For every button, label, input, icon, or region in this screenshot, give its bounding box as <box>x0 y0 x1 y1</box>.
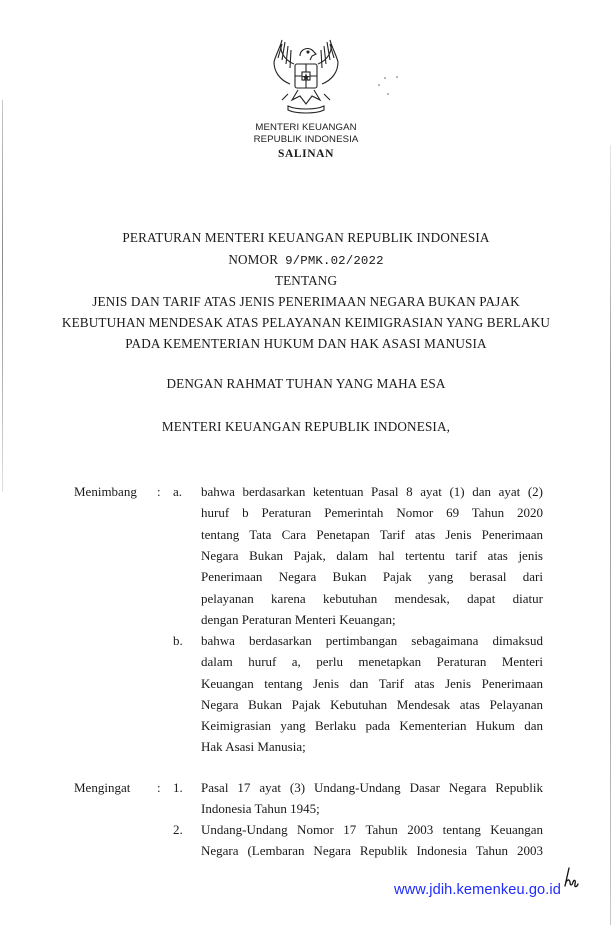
subject-line-3: PADA KEMENTERIAN HUKUM DAN HAK ASASI MANUSIA <box>125 336 487 351</box>
authority: MENTERI KEUANGAN REPUBLIK INDONESIA, <box>161 419 451 434</box>
mengingat-item-2-mark: 2. <box>173 822 183 837</box>
menimbang-b-line: Hak Asasi Manusia; <box>201 739 306 754</box>
copy-mark: SALINAN <box>278 148 334 160</box>
regulation-title: PERATURAN MENTERI KEUANGAN REPUBLIK INDONESIA <box>122 230 490 245</box>
mengingat-1-line: Pasal 17 ayat (3) Undang-Undang Dasar Negara Republik <box>201 780 543 795</box>
menimbang-a-line: pelayanan karena kebutuhan mendesak, dapat diatur <box>201 591 543 606</box>
menimbang-item-a-mark: a. <box>173 484 183 499</box>
about-label: TENTANG <box>274 273 338 288</box>
mengingat-1-line: Indonesia Tahun 1945; <box>201 801 320 816</box>
scan-speck <box>396 76 398 78</box>
menimbang-b-line: dalam huruf a, perlu menetapkan Peraturan Menteri <box>201 654 543 669</box>
mengingat-2-line: Undang-Undang Nomor 17 Tahun 2003 tentang Keuangan <box>201 822 543 837</box>
menimbang-a-line: tentang Tata Cara Penetapan Tarif atas Jenis Penerimaan <box>201 527 543 542</box>
menimbang-a-line: dengan Peraturan Menteri Keuangan; <box>201 612 396 627</box>
menimbang-colon: : <box>157 484 161 499</box>
mengingat-colon: : <box>157 780 161 795</box>
menimbang-b-line: bahwa berdasarkan pertimbangan sebagaimana dimaksud <box>201 633 543 648</box>
subject-line-2: KEBUTUHAN MENDESAK ATAS PELAYANAN KEIMIGRASIAN YANG BERLAKU <box>61 315 551 330</box>
menimbang-label: Menimbang <box>74 484 137 499</box>
mengingat-2-line: Negara (Lembaran Negara Republik Indonesia Tahun 2003 <box>201 843 543 858</box>
menimbang-b-line: Keuangan tentang Jenis dan Tarif atas Jenis Penerimaan <box>201 676 543 691</box>
invocation: DENGAN RAHMAT TUHAN YANG MAHA ESA <box>166 376 446 391</box>
menimbang-a-line: Negara Bukan Pajak, dalam hal tertentu tarif atas jenis <box>201 548 543 563</box>
scan-speck <box>384 77 386 79</box>
institution-line-2: REPUBLIK INDONESIA <box>253 134 359 145</box>
scan-speck <box>387 93 389 95</box>
institution-line-1: MENTERI KEUANGAN <box>255 122 357 133</box>
regulation-number <box>0 252 612 269</box>
number-label: NOMOR <box>228 252 279 267</box>
jdih-website-link[interactable]: www.jdih.kemenkeu.go.id <box>394 882 561 898</box>
number-value: 9/PMK.02/2022 <box>285 254 384 268</box>
paraf-signature-icon <box>560 866 582 894</box>
menimbang-b-line: Keimigrasian yang Berlaku pada Kementerian Hukum dan <box>201 718 543 733</box>
menimbang-a-line: Penerimaan Negara Bukan Pajak yang berasal dari <box>201 569 543 584</box>
subject-line-1: JENIS DAN TARIF ATAS JENIS PENERIMAAN NEGARA BUKAN PAJAK <box>92 294 520 309</box>
scan-speck <box>378 84 380 86</box>
menimbang-a-line: huruf b Peraturan Pemerintah Nomor 69 Tahun 2020 <box>201 505 543 520</box>
menimbang-a-line: bahwa berdasarkan ketentuan Pasal 8 ayat (1) dan ayat (2) <box>201 484 543 499</box>
menimbang-item-b-mark: b. <box>173 633 183 648</box>
garuda-emblem-icon <box>264 34 348 118</box>
mengingat-item-1-mark: 1. <box>173 780 183 795</box>
menimbang-b-line: Negara Bukan Pajak Kebutuhan Mendesak atas Pelayanan <box>201 697 543 712</box>
mengingat-label: Mengingat <box>74 780 131 795</box>
